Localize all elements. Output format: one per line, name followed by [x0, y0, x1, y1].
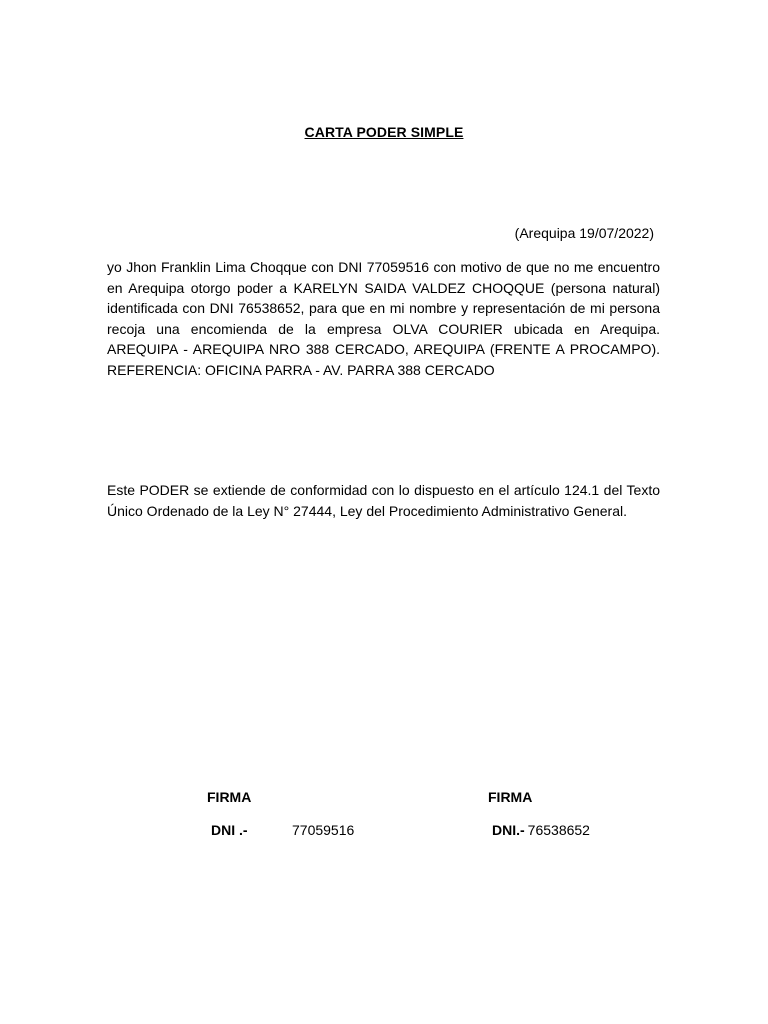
- signature-right-dni: [492, 822, 590, 838]
- signature-right-dni-label: DNI.-: [492, 822, 525, 838]
- signature-left-dni-label: DNI .-: [211, 822, 248, 838]
- signature-left-dni-value: 77059516: [292, 822, 355, 838]
- signature-left-firma-label: FIRMA: [207, 789, 252, 805]
- signature-right-firma-label: FIRMA: [488, 789, 533, 805]
- body-paragraph-1: yo Jhon Franklin Lima Choqque con DNI 77059516 con motivo de que no me encuentro en Arequipa otorgo poder a KARELYN SAIDA VALDEZ CHOQQUE (persona natural) identificada con DNI 76538652, para que en mi nombre y representación de mi persona recoja una encomienda de la empresa OLVA COURIER ubicada en Arequipa. AREQUIPA - AREQUIPA NRO 388 CERCADO, AREQUIPA (FRENTE A PROCAMPO). REFERENCIA: OFICINA PARRA - AV. PARRA 388 CERCADO: [107, 259, 660, 378]
- signature-right-dni-value: 76538652: [527, 822, 590, 838]
- body-paragraph-2: Este PODER se extiende de conformidad con lo dispuesto en el artículo 124.1 del Texto Único Ordenado de la Ley N° 27444, Ley del Procedimiento Administrativo General.: [107, 482, 660, 519]
- document-title: CARTA PODER SIMPLE: [304, 124, 464, 140]
- document-date: (Arequipa 19/07/2022): [514, 225, 654, 241]
